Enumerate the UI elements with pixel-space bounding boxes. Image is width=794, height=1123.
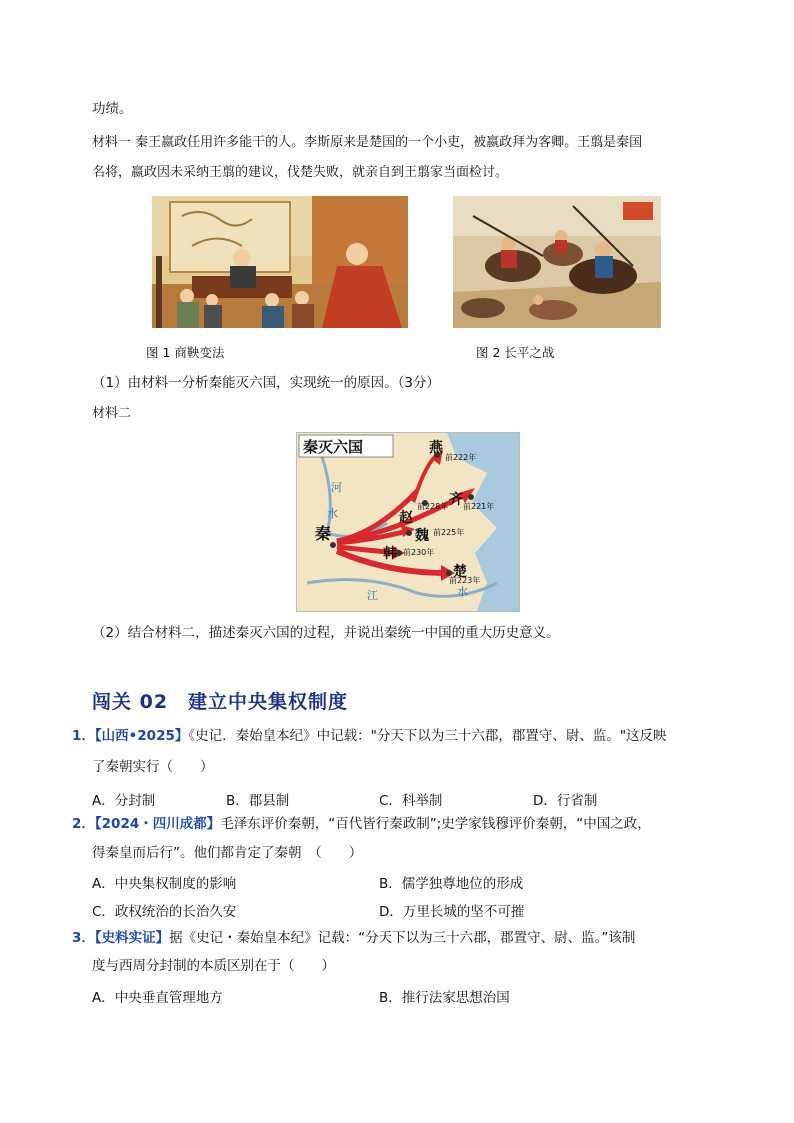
q2-text1: 毛泽东评价秦朝，“百代皆行秦政制”;史学家钱穆评价秦朝，“中国之政， <box>220 816 651 832</box>
map-label-han: 韩 <box>383 546 397 562</box>
figure-shang-yang-reform-image <box>152 196 408 328</box>
material1-line1: 材料一 秦王嬴政任用许多能干的人。李斯原来是楚国的一个小吏，被嬴政拜为客卿。王翦是秦国 <box>92 135 643 150</box>
material1-line2: 名将，嬴政因未采纳王翦的建议，伐楚失败，就亲自到王翦家当面检讨。 <box>92 165 509 180</box>
map-river-jiang-2: 水 <box>457 585 468 598</box>
map-river-jiang-1: 江 <box>367 589 378 602</box>
map-title: 秦灭六国 <box>303 438 364 456</box>
figure1-caption: 图 1 商鞅变法 <box>146 345 225 360</box>
q3-line2: 度与西周分封制的本质区别在于（ ） <box>92 958 335 974</box>
q1-tag: 【山西•2025】 <box>94 728 189 744</box>
q1-text1: 《史记．秦始皇本纪》中记载："分天下以为三十六郡，郡置守、尉、监。"这反映 <box>188 728 667 744</box>
q2-line2: 得秦皇而后行”。他们都肯定了秦朝 （ ） <box>92 845 363 861</box>
qin-unification-map <box>296 432 520 612</box>
q1-number: 1． <box>72 728 95 744</box>
map-label-wei: 魏 <box>415 528 429 544</box>
q1-option-a: A．分封制 <box>92 793 156 809</box>
question1-text: （1）由材料一分析秦能灭六国，实现统一的原因。（3分） <box>92 375 440 391</box>
map-year-qi: 前221年 <box>463 502 495 511</box>
q3-text1: 据《史记・秦始皇本纪》记载：“分天下以为三十六郡，郡置守、尉、监。”该制 <box>169 930 636 946</box>
q2-option-b: B．儒学独尊地位的形成 <box>379 876 524 892</box>
q3-tag: 【史料实证】 <box>94 930 170 946</box>
q1-line2: 了秦朝实行（ ） <box>92 759 214 775</box>
map-year-zhao: 前228年 <box>417 502 449 511</box>
map-label-zhao: 赵 <box>399 510 413 526</box>
q2-line1 <box>72 815 651 833</box>
q1-option-d: D．行省制 <box>533 793 598 809</box>
q1-option-c: C．科举制 <box>379 793 443 809</box>
q1-line1 <box>72 727 667 745</box>
figure-changping-battle-image <box>453 196 661 328</box>
q2-option-d: D．万里长城的坚不可摧 <box>379 904 525 920</box>
q3-line1 <box>72 929 635 947</box>
map-year-yan: 前222年 <box>445 453 477 462</box>
q3-option-a: A．中央垂直管理地方 <box>92 990 223 1006</box>
question2-text: （2）结合材料二，描述秦灭六国的过程，并说出秦统一中国的重大历史意义。 <box>92 625 560 641</box>
material2-label: 材料二 <box>92 406 132 421</box>
map-label-qi: 齐 <box>449 492 463 508</box>
q2-option-c: C．政权统治的长治久安 <box>92 904 237 920</box>
q2-number: 2． <box>72 816 95 832</box>
q3-option-b: B．推行法家思想治国 <box>379 990 510 1006</box>
q2-tag: 【2024・四川成都】 <box>94 816 221 832</box>
map-year-chu: 前223年 <box>449 576 481 585</box>
q3-number: 3． <box>72 930 95 946</box>
continued-text: 功绩。 <box>92 101 133 117</box>
map-river-he-2: 水 <box>327 507 338 520</box>
section-title: 闯关 02 建立中央集权制度 <box>92 691 349 713</box>
q1-option-b: B．郡县制 <box>226 793 290 809</box>
map-label-qin: 秦 <box>315 524 332 543</box>
map-label-chu: 楚 <box>453 564 467 580</box>
map-label-yan: 燕 <box>429 440 443 456</box>
map-year-wei: 前225年 <box>433 528 465 537</box>
map-river-he-1: 河 <box>331 481 342 494</box>
q2-option-a: A．中央集权制度的影响 <box>92 876 237 892</box>
map-year-han: 前230年 <box>403 548 435 557</box>
figure2-caption: 图 2 长平之战 <box>476 345 555 360</box>
